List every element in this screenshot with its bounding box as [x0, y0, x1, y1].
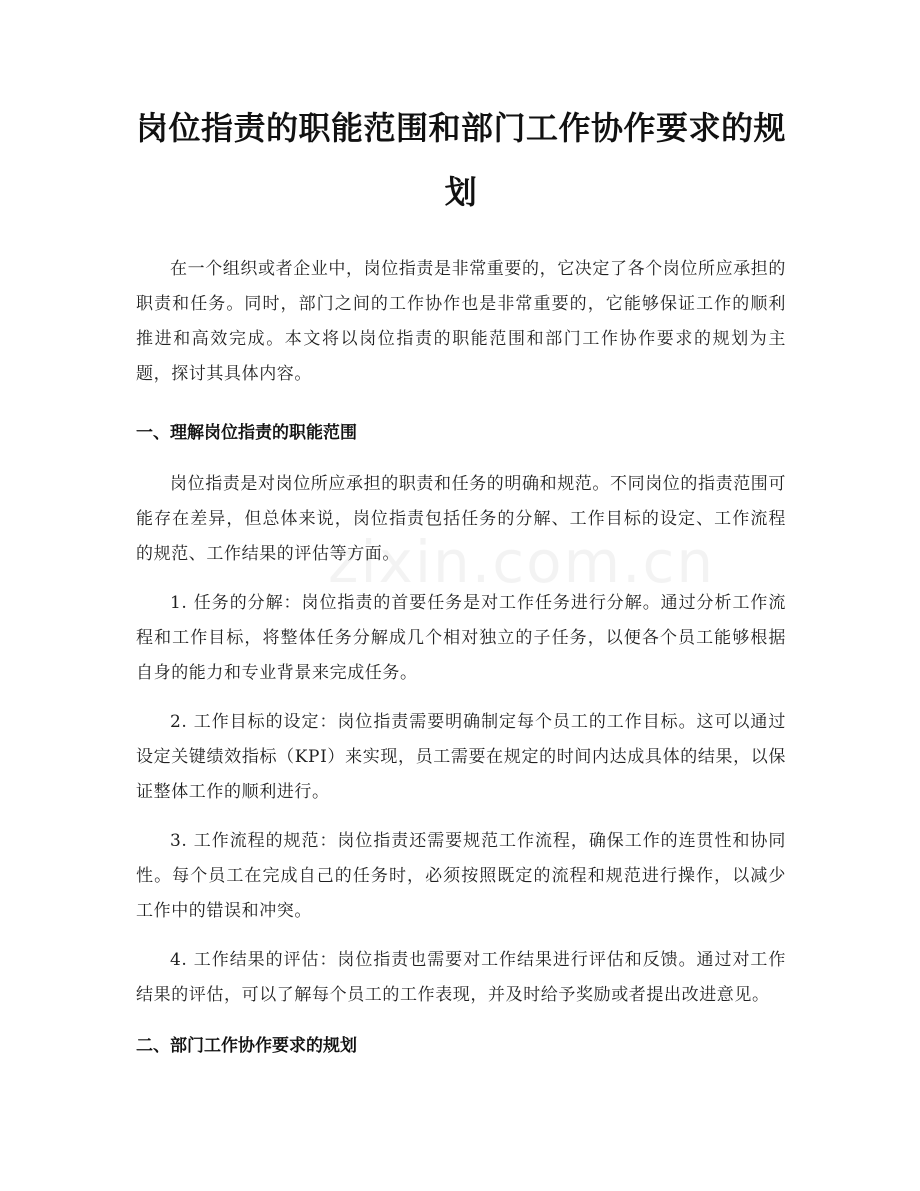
- section-heading-2: 二、部门工作协作要求的规划: [136, 1036, 357, 1056]
- list-item: 3. 工作流程的规范：岗位指责还需要规范工作流程，确保工作的连贯性和协同性。每个员工在完成自己的任务时，必须按照既定的流程和规范进行操作，以减少工作中的错误和冲突。: [136, 831, 786, 921]
- section-1-paragraph: 岗位指责是对岗位所应承担的职责和任务的明确和规范。不同岗位的指责范围可能存在差异，但总体来说，岗位指责包括任务的分解、工作目标的设定、工作流程的规范、工作结果的评估等方面。: [136, 474, 786, 564]
- section-heading-1: 一、理解岗位指责的职能范围: [136, 423, 357, 443]
- document-page: [136, 96, 786, 1064]
- intro-paragraph: 在一个组织或者企业中，岗位指责是非常重要的，它决定了各个岗位所应承担的职责和任务。同时，部门之间的工作协作也是非常重要的，它能够保证工作的顺利推进和高效完成。本文将以岗位指责的职能范围和部门工作协作要求的规划为主题，探讨其具体内容。: [136, 259, 786, 384]
- list-item: 1. 任务的分解：岗位指责的首要任务是对工作任务进行分解。通过分析工作流程和工作目标，将整体任务分解成几个相对独立的子任务，以便各个员工能够根据自身的能力和专业背景来完成任务。: [136, 593, 786, 683]
- list-item: 2. 工作目标的设定：岗位指责需要明确制定每个员工的工作目标。这可以通过设定关键绩效指标（KPI）来实现，员工需要在规定的时间内达成具体的结果，以保证整体工作的顺利进行。: [136, 712, 786, 802]
- document-title: 岗位指责的职能范围和部门工作协作要求的规划: [136, 109, 787, 211]
- list-item: 4. 工作结果的评估：岗位指责也需要对工作结果进行评估和反馈。通过对工作结果的评估，可以了解每个员工的工作表现，并及时给予奖励或者提出改进意见。: [136, 950, 786, 1005]
